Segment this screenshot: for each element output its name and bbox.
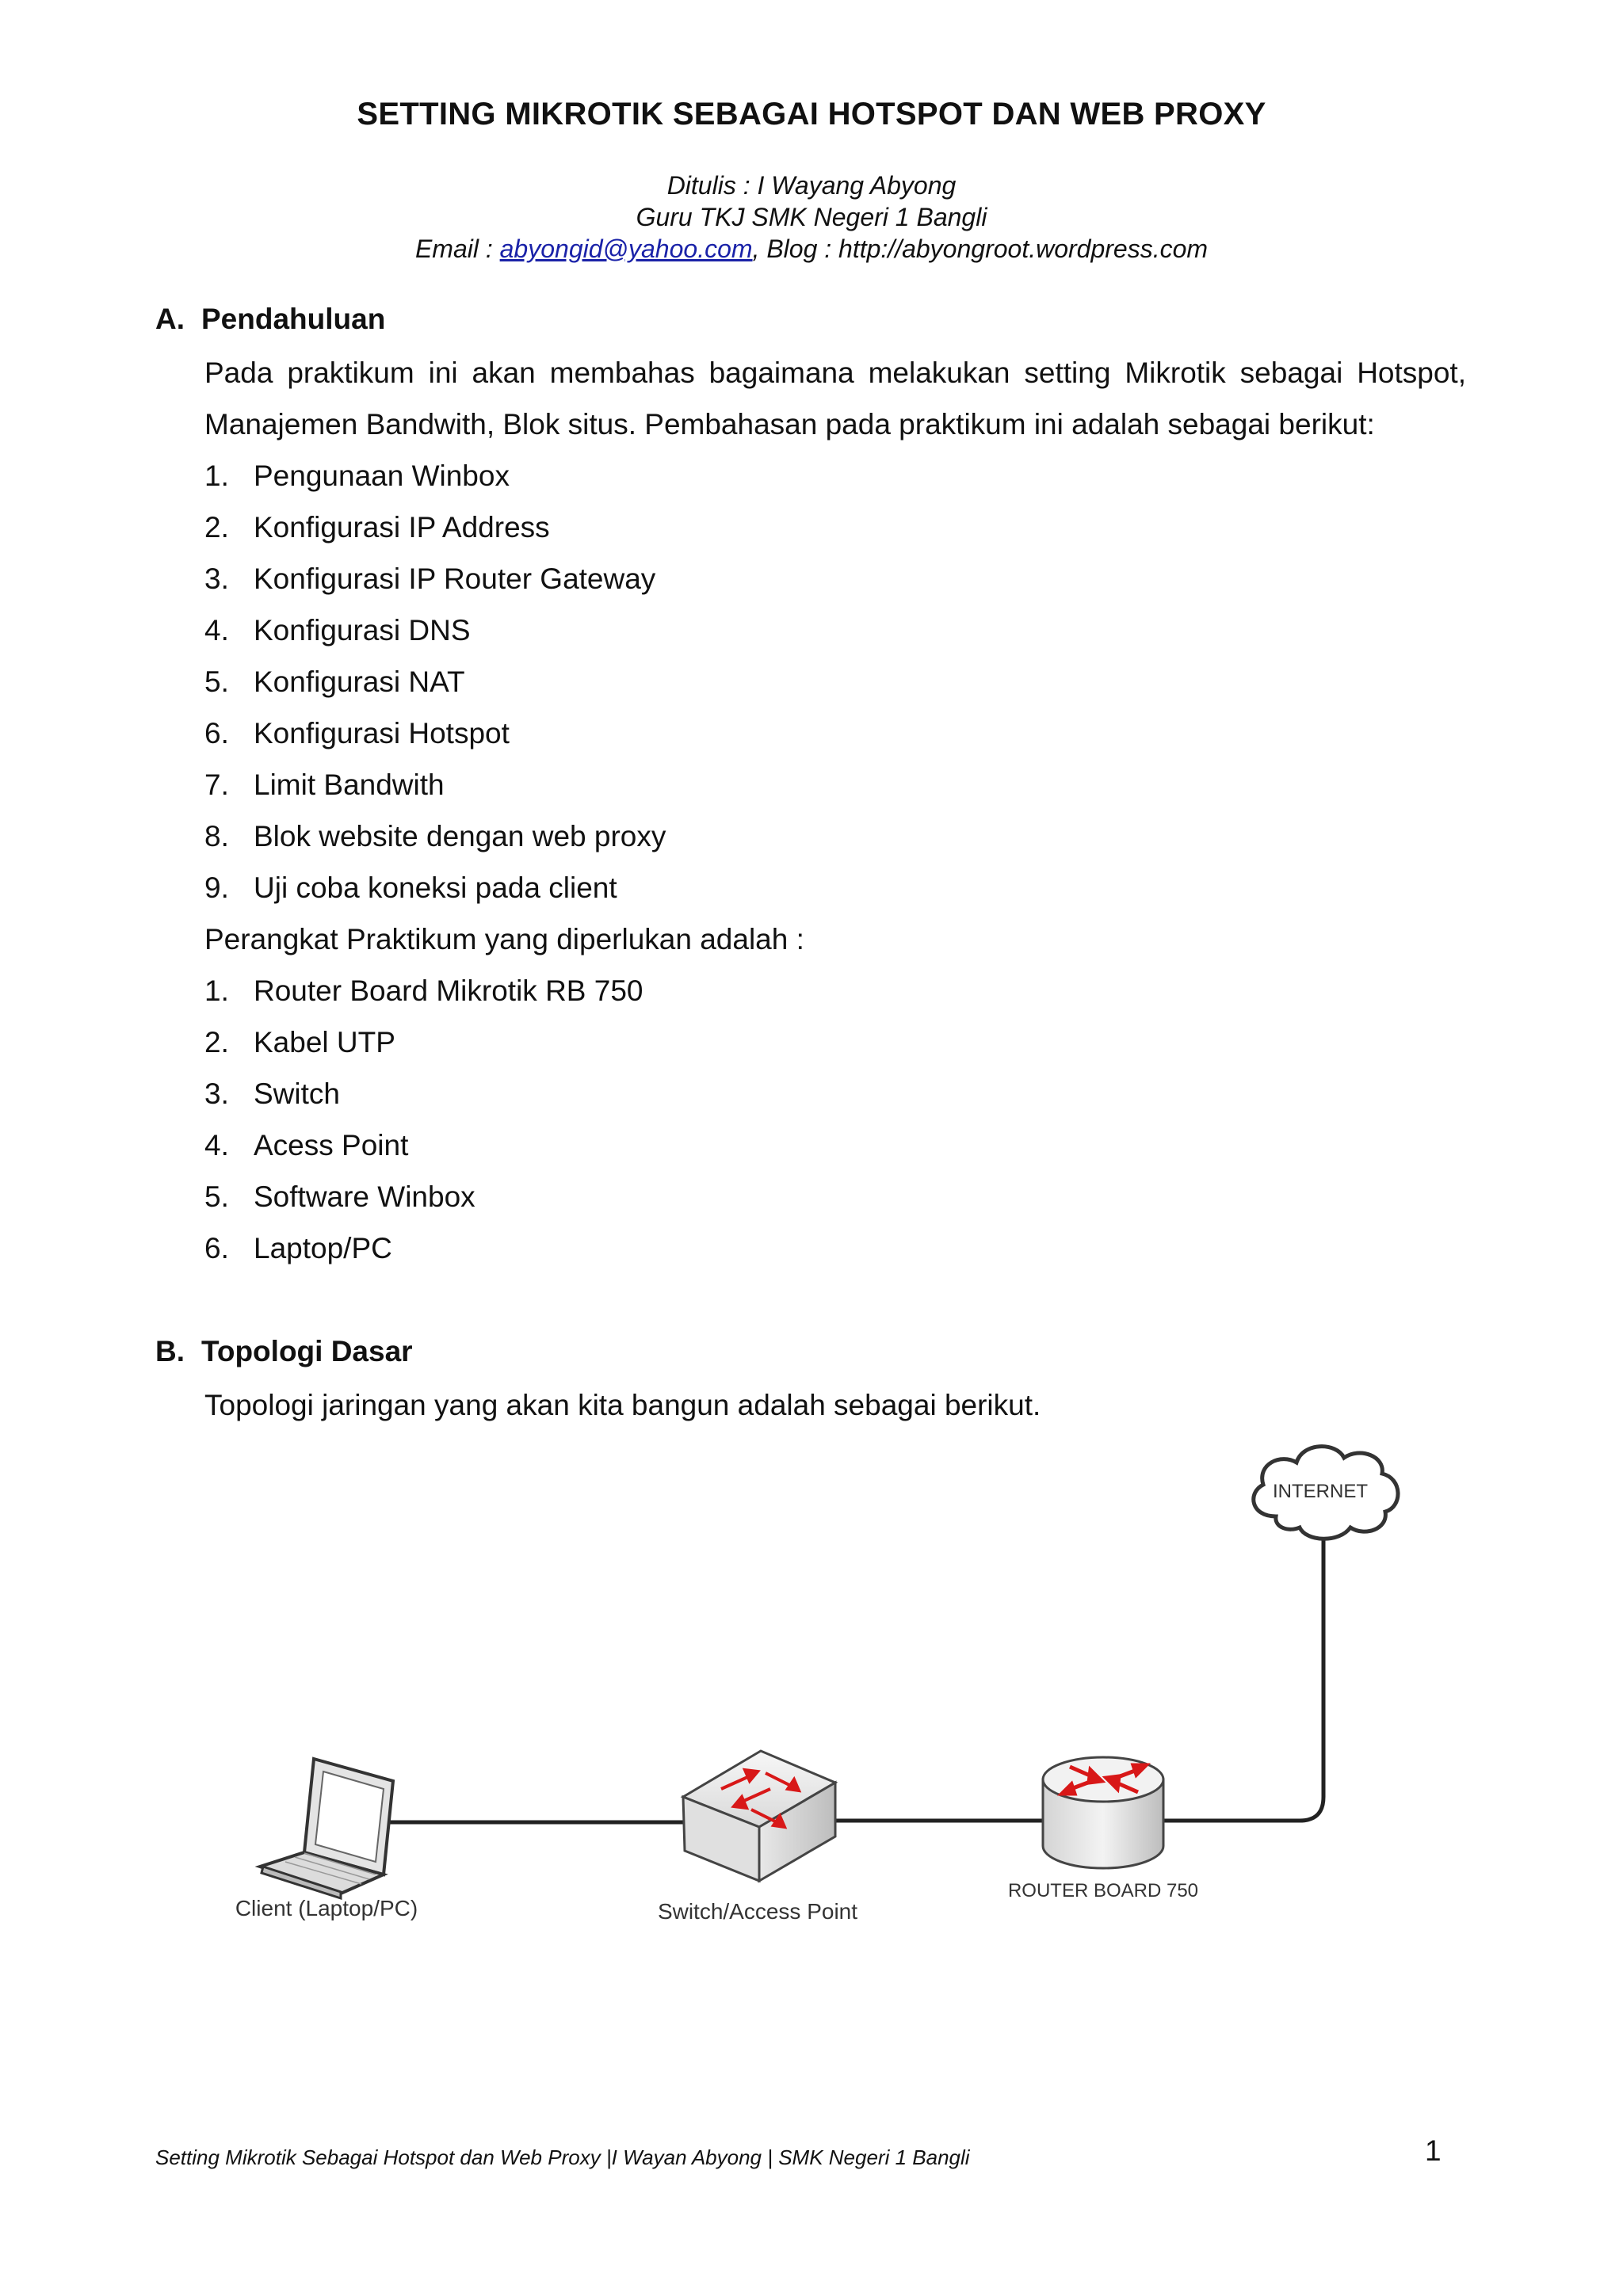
section-b-letter: B. bbox=[155, 1335, 185, 1367]
topics-item-number: 6. bbox=[204, 717, 229, 749]
laptop-icon bbox=[260, 1759, 393, 1898]
equipment-item bbox=[204, 1068, 643, 1119]
page-number: 1 bbox=[1425, 2134, 1442, 2167]
equipment-item-number: 3. bbox=[204, 1077, 229, 1110]
router-label: ROUTER BOARD 750 bbox=[1007, 1880, 1199, 1901]
equipment-item bbox=[204, 1119, 643, 1171]
equipment-item bbox=[204, 1016, 643, 1068]
author-line: Ditulis : I Wayang Abyong bbox=[666, 171, 957, 200]
topics-item-text: Konfigurasi Hotspot bbox=[254, 717, 510, 749]
equipment-item bbox=[204, 1171, 643, 1222]
topics-list bbox=[204, 450, 666, 913]
section-a-letter: A. bbox=[155, 303, 185, 335]
equipment-item-number: 5. bbox=[204, 1180, 229, 1213]
topics-item-text: Konfigurasi IP Router Gateway bbox=[254, 563, 656, 595]
blog-text: , Blog : http://abyongroot.wordpress.com bbox=[752, 235, 1209, 263]
equipment-item-number: 4. bbox=[204, 1129, 229, 1161]
switch-label: Switch/Access Point bbox=[657, 1899, 858, 1924]
equipment-item-text: Kabel UTP bbox=[254, 1026, 395, 1058]
equipment-item bbox=[204, 1222, 643, 1274]
topics-item-number: 8. bbox=[204, 820, 229, 852]
topics-item-text: Blok website dengan web proxy bbox=[254, 820, 666, 852]
topics-item bbox=[204, 450, 666, 502]
topics-item bbox=[204, 810, 666, 862]
client-label: Client (Laptop/PC) bbox=[235, 1896, 418, 1920]
topics-item bbox=[204, 553, 666, 605]
equipment-item-text: Laptop/PC bbox=[254, 1232, 392, 1264]
equipment-item-text: Acess Point bbox=[254, 1129, 409, 1161]
switch-icon bbox=[683, 1751, 835, 1881]
topics-item bbox=[204, 656, 666, 707]
topics-item-text: Konfigurasi NAT bbox=[254, 666, 465, 698]
topics-item-number: 3. bbox=[204, 563, 229, 595]
internet-label: INTERNET bbox=[1273, 1481, 1368, 1502]
topics-item-text: Limit Bandwith bbox=[254, 769, 445, 801]
topics-item-number: 1. bbox=[204, 460, 229, 492]
topics-item-text: Konfigurasi IP Address bbox=[254, 511, 550, 543]
topics-item-text: Uji coba koneksi pada client bbox=[254, 871, 617, 904]
equipment-list bbox=[204, 965, 643, 1274]
topics-item bbox=[204, 502, 666, 553]
topics-item-number: 9. bbox=[204, 871, 229, 904]
equipment-intro: Perangkat Praktikum yang diperlukan adalah : bbox=[204, 923, 804, 955]
topics-item bbox=[204, 707, 666, 759]
section-b-heading bbox=[155, 1335, 413, 1368]
topics-item-text: Pengunaan Winbox bbox=[254, 460, 510, 492]
topics-item bbox=[204, 862, 666, 913]
equipment-item-number: 6. bbox=[204, 1232, 229, 1264]
equipment-item-number: 1. bbox=[204, 974, 229, 1007]
section-a-intro: Pada praktikum ini akan membahas bagaimana melakukan setting Mikrotik sebagai Hotspot, Manajemen Bandwith, Blok situs. Pembahasan pada praktikum ini adalah sebagai berikut: bbox=[204, 357, 1466, 441]
topics-item-number: 4. bbox=[204, 614, 229, 646]
topics-item-text: Konfigurasi DNS bbox=[254, 614, 471, 646]
internet-cloud-icon bbox=[1254, 1447, 1398, 1539]
topics-item bbox=[204, 759, 666, 810]
topics-item-number: 5. bbox=[204, 666, 229, 698]
equipment-item-text: Router Board Mikrotik RB 750 bbox=[254, 974, 643, 1007]
topics-item-number: 7. bbox=[204, 769, 229, 801]
network-cables bbox=[390, 1537, 1323, 1822]
email-link[interactable]: abyongid@yahoo.com bbox=[499, 235, 753, 263]
section-b-intro: Topologi jaringan yang akan kita bangun adalah sebagai berikut. bbox=[204, 1389, 1041, 1421]
section-b-title: Topologi Dasar bbox=[201, 1335, 413, 1367]
router-icon bbox=[1043, 1757, 1163, 1868]
section-a-heading bbox=[155, 303, 385, 336]
section-a-title: Pendahuluan bbox=[201, 303, 386, 335]
role-line: Guru TKJ SMK Negeri 1 Bangli bbox=[636, 203, 987, 231]
topology-diagram bbox=[0, 1418, 1623, 1941]
equipment-item bbox=[204, 965, 643, 1016]
topics-item-number: 2. bbox=[204, 511, 229, 543]
footer-text: Setting Mikrotik Sebagai Hotspot dan Web Proxy |I Wayan Abyong | SMK Negeri 1 Bangli bbox=[155, 2145, 970, 2169]
equipment-item-text: Software Winbox bbox=[254, 1180, 475, 1213]
equipment-item-number: 2. bbox=[204, 1026, 229, 1058]
equipment-item-text: Switch bbox=[254, 1077, 340, 1110]
topics-item bbox=[204, 605, 666, 656]
contact-line bbox=[0, 235, 1623, 264]
email-label: Email : bbox=[414, 235, 500, 263]
document-title: SETTING MIKROTIK SEBAGAI HOTSPOT DAN WEB PROXY bbox=[357, 97, 1266, 132]
